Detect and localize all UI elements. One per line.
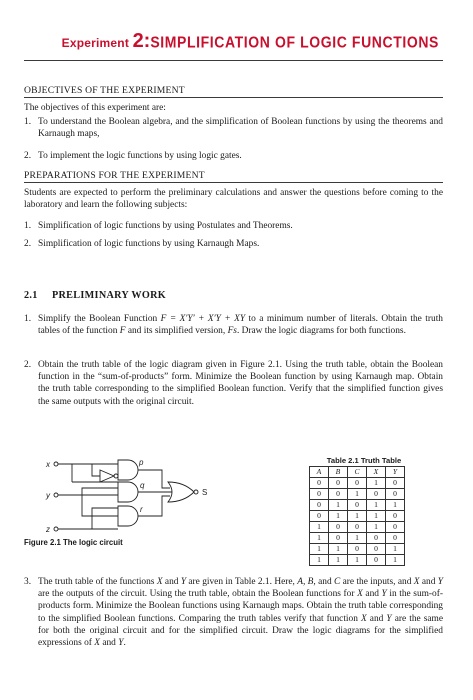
cell: 0 bbox=[386, 522, 405, 533]
cell: 1 bbox=[367, 478, 386, 489]
cell: 1 bbox=[310, 544, 329, 555]
var-x: X bbox=[156, 577, 163, 587]
table-title: Table 2.1 Truth Table bbox=[326, 456, 402, 465]
var-x: X bbox=[357, 589, 363, 600]
var-x: X bbox=[360, 613, 367, 624]
wire-x bbox=[58, 464, 118, 482]
item-number: 1. bbox=[24, 314, 32, 324]
col-header-a: A bbox=[310, 467, 329, 478]
cell: 1 bbox=[348, 489, 367, 500]
preparation-item bbox=[24, 238, 443, 250]
text-span: are given in Table 2.1. Here, bbox=[186, 577, 298, 587]
cell: 0 bbox=[367, 544, 386, 555]
objective-item bbox=[24, 150, 443, 162]
cell: 1 bbox=[310, 555, 329, 566]
cell: 1 bbox=[329, 544, 348, 555]
preparation-item bbox=[24, 220, 443, 232]
inverter-gate bbox=[100, 470, 114, 482]
text-span: are the same for both the original circuit and for the simplified circuit. Draw the logic diagrams for the simplified expressions of bbox=[38, 613, 443, 649]
section-number: 2.1 bbox=[24, 290, 38, 301]
text-span: and its simplified version, bbox=[125, 326, 228, 337]
cell: 0 bbox=[329, 489, 348, 500]
section-title: PRELIMINARY WORK bbox=[52, 290, 166, 301]
title-text: SIMPLIFICATION OF LOGIC FUNCTIONS bbox=[150, 32, 439, 52]
cell: 0 bbox=[348, 500, 367, 511]
boolean-formula: F = X′Y′ + X′Y + XY bbox=[160, 314, 246, 324]
text-span: and bbox=[366, 613, 387, 624]
gate-label-q: q bbox=[140, 481, 145, 490]
cell: 1 bbox=[386, 500, 405, 511]
cell: 0 bbox=[386, 533, 405, 544]
work-item-3 bbox=[24, 576, 443, 649]
cell: 1 bbox=[348, 533, 367, 544]
cell: 1 bbox=[348, 511, 367, 522]
var-x: X bbox=[413, 577, 420, 587]
cell: 1 bbox=[367, 511, 386, 522]
cell: 1 bbox=[329, 555, 348, 566]
experiment-title bbox=[0, 30, 473, 53]
item-number: 2. bbox=[24, 151, 32, 161]
text-span: are the outputs of the circuit. Using the truth table, obtain the Boolean functions for bbox=[38, 589, 358, 600]
cell: 0 bbox=[386, 489, 405, 500]
item-number: 2. bbox=[24, 239, 32, 249]
var-x: X bbox=[94, 638, 100, 649]
and-gate-p bbox=[118, 460, 138, 480]
text-span: and bbox=[419, 577, 438, 587]
figure-caption: Figure 2.1 The logic circuit bbox=[24, 538, 123, 547]
cell: 0 bbox=[348, 544, 367, 555]
and-gate-q bbox=[118, 482, 138, 502]
truth-table bbox=[309, 466, 405, 566]
cell: 1 bbox=[386, 544, 405, 555]
cell: 0 bbox=[329, 478, 348, 489]
var-y: Y bbox=[118, 638, 124, 649]
wire-y bbox=[58, 488, 118, 516]
col-header-y: Y bbox=[386, 467, 405, 478]
item-text: Simplification of logic functions by using Karnaugh Maps. bbox=[38, 239, 260, 249]
cell: 0 bbox=[310, 500, 329, 511]
title-number: 2: bbox=[132, 30, 151, 52]
item-text: Obtain the truth table of the logic diagram given in Figure 2.1. Using the truth table, obtain the Boolean function in the “sum-of-products” form. Minimize the Boolean function by using Karnaugh map. Obtain the truth table corresponding to the simplified Boolean function. Verify that the simplified function gives the same outputs with the original circuit. bbox=[38, 360, 443, 407]
title-rule bbox=[24, 60, 443, 61]
cell: 0 bbox=[367, 489, 386, 500]
col-header-x: X bbox=[367, 467, 386, 478]
item-number: 1. bbox=[24, 117, 32, 127]
item-text: To understand the Boolean algebra, and the simplification of Boolean functions by using the theorems and Karnaugh maps, bbox=[38, 117, 443, 140]
var-y: Y bbox=[180, 577, 187, 587]
cell: 0 bbox=[310, 511, 329, 522]
text-span: and bbox=[362, 589, 382, 600]
table-row bbox=[310, 533, 405, 544]
title-prefix: Experiment bbox=[61, 36, 133, 50]
var-y: Y bbox=[381, 589, 387, 600]
input-node-x bbox=[54, 462, 58, 466]
work-item-1 bbox=[24, 313, 443, 337]
input-label-y: y bbox=[46, 491, 50, 500]
or-gate bbox=[168, 482, 194, 502]
cell: 0 bbox=[348, 478, 367, 489]
cell: 0 bbox=[367, 555, 386, 566]
text-span: The truth table of the functions bbox=[38, 577, 157, 587]
section-heading bbox=[24, 290, 166, 301]
text-span: are the inputs, and bbox=[340, 577, 414, 587]
text-span: . bbox=[123, 638, 126, 649]
col-header-b: B bbox=[329, 467, 348, 478]
item-number: 3. bbox=[24, 577, 32, 587]
var-fs: Fs bbox=[227, 326, 237, 337]
table-row bbox=[310, 478, 405, 489]
var-f: F bbox=[119, 326, 126, 337]
work-item-2 bbox=[24, 359, 443, 408]
preparations-intro: Students are expected to perform the preliminary calculations and answer the questions before coming to the laboratory and learn the following subjects: bbox=[24, 188, 443, 211]
objectives-intro: The objectives of this experiment are: bbox=[24, 103, 166, 113]
cell: 1 bbox=[329, 500, 348, 511]
cell: 1 bbox=[367, 522, 386, 533]
var-abc: A, B, bbox=[297, 577, 316, 587]
output-label-s: S bbox=[202, 488, 208, 497]
table-row bbox=[310, 544, 405, 555]
text-span: and bbox=[162, 577, 181, 587]
gate-label-r: r bbox=[140, 505, 143, 514]
cell: 0 bbox=[310, 489, 329, 500]
item-text: To implement the logic functions by using logic gates. bbox=[38, 151, 242, 161]
table-row bbox=[310, 522, 405, 533]
input-node-y bbox=[54, 493, 58, 497]
objectives-heading: OBJECTIVES OF THE EXPERIMENT bbox=[24, 85, 443, 98]
cell: 1 bbox=[367, 500, 386, 511]
text-span: to a minimum number of literals. Obtain the truth tables of the function bbox=[38, 314, 443, 337]
cell: 0 bbox=[367, 533, 386, 544]
table-row bbox=[310, 500, 405, 511]
var-y: Y bbox=[386, 613, 392, 624]
table-row bbox=[310, 489, 405, 500]
cell: 1 bbox=[329, 511, 348, 522]
item-number: 1. bbox=[24, 221, 32, 231]
text-span: and bbox=[99, 638, 119, 649]
text-span: Simplify the Boolean Function bbox=[38, 314, 161, 324]
cell: 0 bbox=[310, 478, 329, 489]
cell: 0 bbox=[386, 511, 405, 522]
table-header-row bbox=[310, 467, 405, 478]
col-header-c: C bbox=[348, 467, 367, 478]
text-span: . Draw the logic diagrams for both functions. bbox=[236, 326, 406, 337]
gate-label-p: p bbox=[139, 458, 144, 467]
input-node-z bbox=[54, 527, 58, 531]
wire-r-out bbox=[138, 496, 170, 516]
input-label-x: x bbox=[46, 460, 50, 469]
cell: 0 bbox=[329, 522, 348, 533]
table-row bbox=[310, 555, 405, 566]
item-text: Simplification of logic functions by using Postulates and Theorems. bbox=[38, 221, 293, 231]
item-text bbox=[38, 313, 443, 337]
cell: 1 bbox=[310, 533, 329, 544]
table-row bbox=[310, 511, 405, 522]
and-gate-r bbox=[118, 506, 138, 526]
var-c: C bbox=[334, 577, 341, 587]
preparations-heading: PREPARATIONS FOR THE EXPERIMENT bbox=[24, 170, 443, 183]
text-span: and bbox=[315, 577, 335, 587]
input-label-z: z bbox=[46, 525, 50, 534]
cell: 0 bbox=[348, 522, 367, 533]
cell: 1 bbox=[348, 555, 367, 566]
item-number: 2. bbox=[24, 360, 32, 370]
cell: 1 bbox=[310, 522, 329, 533]
objective-item bbox=[24, 116, 443, 140]
cell: 0 bbox=[386, 478, 405, 489]
var-y: Y bbox=[437, 577, 443, 587]
text-span: in the sum-of-products form. Minimize the Boolean functions using Karnaugh maps. Obtain the truth table corresponding to the simplified Boolean functions. Comparing the truth tables verify that function bbox=[38, 589, 443, 624]
cell: 1 bbox=[386, 555, 405, 566]
item-text bbox=[38, 576, 443, 649]
cell: 0 bbox=[329, 533, 348, 544]
wire-z bbox=[58, 508, 118, 529]
